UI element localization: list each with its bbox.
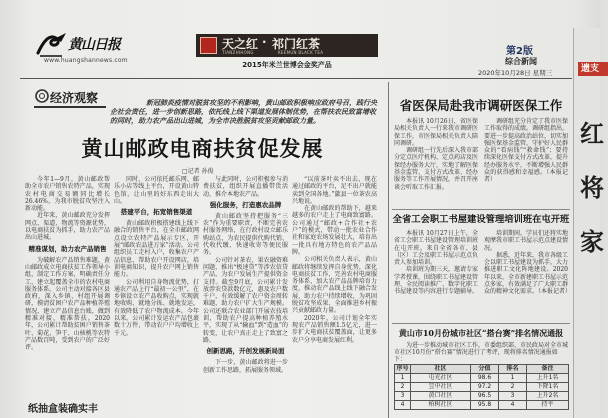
adjacent-page-headline-char: 家 bbox=[580, 227, 604, 256]
article-column bbox=[292, 176, 377, 406]
article-paragraph: 今年1—9月，黄山邮政帮助全市农户销售农特产品，实现农村电商交易额同比增长26.46%，为我市脱贫攻坚注入新动能。 bbox=[25, 176, 110, 213]
table-cell: 3 bbox=[499, 392, 527, 401]
brief-paragraph: 本报讯 10月26日，省医保局相关负责人一行来我市调研医保工作，市医保局相关负责人陪同调研。 bbox=[394, 118, 479, 147]
page-number: 第2版 bbox=[506, 46, 533, 57]
table-row bbox=[395, 383, 569, 392]
table-cell: 持平 bbox=[527, 401, 569, 410]
table-cell: 柏树社区 bbox=[411, 401, 471, 410]
article-paragraph: 下一步，黄山邮政将进一步创新工作思路，拓展服务领域。 bbox=[203, 359, 288, 374]
ring-icon bbox=[34, 88, 50, 104]
ad-separator: · bbox=[262, 35, 267, 49]
table-cell: 98.6 bbox=[471, 374, 499, 383]
article-paragraph: 为破解农产品销售难题，黄山邮政成立电商扶贫工作领导小组，制定工作方案，明确责任分工，建立起覆盖全市的农村电商服务体系。公司主动对接各区县政府，深入乡镇、村组开展调研，摸清贫困户农产品种植养殖情况，建立产品信息台账，做到精准对接、精准帮扶。2020年，公司累计帮助贫困户销售茶叶、菊花、笋干、山核桃等农特产品数百吨，受到农户的广泛好评。 bbox=[25, 256, 110, 352]
brief-column bbox=[394, 230, 478, 320]
article-paragraph: 近年来，黄山邮政充分发挥网点、渠道、物流等资源优势，以电商扶贫为抓手，助力农产品出山进城。 bbox=[25, 212, 110, 242]
ad-english-product: KEEMUN BLACK TEA bbox=[278, 50, 324, 55]
table-row bbox=[395, 401, 569, 410]
adjacent-page-badge: 遗支 bbox=[578, 62, 608, 76]
article-paragraph: 同时，公司依托邮乐网、邮乐小店等线上平台，开设黄山特色馆，让山里的好东西走出大山。 bbox=[114, 176, 199, 205]
table-row bbox=[395, 374, 569, 383]
table-header-row bbox=[395, 365, 569, 374]
brief-column bbox=[484, 230, 572, 320]
masthead bbox=[0, 0, 572, 80]
ranking-headline bbox=[392, 328, 570, 339]
table-cell: 昱中社区 bbox=[411, 383, 471, 392]
brief-body bbox=[394, 230, 572, 320]
brief-divider bbox=[392, 209, 570, 210]
table-cell: 95.8 bbox=[471, 401, 499, 410]
ranking-table bbox=[394, 364, 569, 410]
column-divider bbox=[388, 82, 389, 418]
table-cell: 上升1名 bbox=[527, 374, 569, 383]
table-cell: 屯光社区 bbox=[411, 374, 471, 383]
article-body bbox=[25, 176, 381, 406]
article-paragraph: 黄山邮政坚持把服务“三农”作为重要职责，不断完善农村服务网络，在行政村设立邮乐购站点，为农民提供代购代销、代收代缴、快递收寄等便民服务。 bbox=[203, 212, 288, 257]
adjacent-page-headline-char: 红 bbox=[580, 119, 604, 148]
adjacent-page-edge bbox=[573, 28, 604, 418]
brief-column bbox=[394, 118, 478, 206]
tea-advertisement bbox=[196, 34, 378, 72]
table-cell: 1 bbox=[499, 374, 527, 383]
ad-english-brand: TIANZHIHONG bbox=[222, 50, 254, 55]
table-cell: 96.5 bbox=[471, 392, 499, 401]
brief-column bbox=[484, 118, 568, 206]
article-headline: 黄山邮政电商扶贫促发展 bbox=[81, 136, 324, 161]
brief-paragraph: 培训期间，学员们还将实地观摩我市职工书屋示范点建设情况。 bbox=[484, 230, 569, 252]
bottom-article-headline: 纸抽盒装确实丰 bbox=[28, 404, 98, 415]
article-paragraph: 公司利用自身物流优势，打通农产品上行“最初一公里”，在乡镇设立农产品收购点，实现就地收购、就地分拣、就地发运，有效降低了农户物流成本。今年以来，公司累计发运农产品包裹数十万件，带动农户户均增收上千元。 bbox=[114, 278, 199, 337]
brief-paragraph: 据悉，近年来，我市各级工会以职工书屋建设为抓手，大力推进职工文化阵地建设。2020年以来，全市新建职工书屋示范点多家，有效满足了广大职工群众的精神文化需求。（本报记者） bbox=[484, 251, 572, 296]
brief-paragraph: 本报讯 10月27日上午，全省工会职工书屋建设管理培训班在屯开班。来自全省各市、县（区）工会及职工书屋示范点负责人参加培训。 bbox=[394, 230, 479, 267]
table-cell: 3 bbox=[395, 392, 411, 401]
table-cell: 97.2 bbox=[471, 383, 499, 392]
table-header-cell: 排名 bbox=[499, 365, 527, 374]
ranking-headline-post: 排名情况通报 bbox=[515, 328, 564, 338]
table-cell: 2 bbox=[499, 383, 527, 392]
article-paragraph: 2020年，公司计划全年实现农产品销售额1.5亿元，进一步扩大电商扶贫覆盖面，让更多农户分享电商发展红利。 bbox=[292, 314, 377, 344]
article-column bbox=[114, 176, 199, 406]
issue-date: 2020年10月28日 星期三 bbox=[478, 69, 553, 77]
section-name: 综合新闻 bbox=[505, 57, 537, 66]
article-intro: 新冠肺炎疫情对脱贫攻坚的不利影响，黄山邮政积极响应政府号召，践行央企社会责任，进一步创新思路，依托线上线下渠道发展体制优势，在帮扶农民致富增收的同时，助力农产品出山进城，为全市决胜脱贫攻坚贡献邮政力量。 bbox=[110, 98, 377, 125]
table-cell: 下降1名 bbox=[527, 383, 569, 392]
column-tag-underline bbox=[34, 106, 106, 108]
table-cell: 4 bbox=[499, 401, 527, 410]
brief-paragraph: 调研组充分肯定了我市医保工作取得的成绩。调研组指出，要进一步提高政治站位，切实加强医保基金监管，守护好人民群众的“看病钱”“救命钱”；要持续深化医保支付方式改革，提升经办服务水平，不断增强人民群众的获得感和幸福感。（本报记者） bbox=[484, 118, 569, 184]
table-cell: 4 bbox=[395, 401, 411, 410]
article-paragraph: 公司针对茶农、果农融资难问题，推出“极速贷”等涉农信贷产品，为农户发展生产提供资金支持。截至9月底，公司累计发放涉农贷款数亿元，惠及农户数千户，有效缓解了农户资金周转难题，助力农户扩大生产规模。公司还联合农业部门开展农技培训，帮助农户提高种植养殖水平，实现了从“输血”到“造血”的转变，让农户真正走上了致富之路。 bbox=[203, 256, 288, 344]
adjacent-page-headline-char: 将 bbox=[580, 173, 604, 202]
brief-paragraph: 调研组一行先后深入我市部分定点医疗机构、定点药店及医保经办服务大厅，实地了解医保基金监管、支付方式改革、经办服务等工作开展情况，并召开座谈会听取工作汇报。 bbox=[394, 147, 479, 191]
logo-emblem-icon bbox=[36, 30, 68, 58]
ad-tagline: 2015年米兰世博会金奖产品 bbox=[242, 61, 332, 69]
brief-divider bbox=[392, 323, 570, 324]
website-url: www.huangshannews.com bbox=[44, 57, 128, 64]
table-cell: 黄口社区 bbox=[411, 392, 471, 401]
table-header-cell: 分值 bbox=[471, 365, 499, 374]
ranking-headline-pre: 黄山市10月份城市社区 bbox=[398, 328, 482, 338]
article-column bbox=[25, 176, 110, 406]
article-subhead: 搭建平台，拓宽销售渠道 bbox=[120, 208, 193, 217]
ranking-intro: 为进一步推动城市社区工作，市委组织部、市民政局对全市城市社区10月份“搭台赛”情况进行了考评，现将排名情况通报如下： bbox=[394, 342, 569, 363]
table-header-cell: 社区 bbox=[411, 365, 471, 374]
seal-icon bbox=[200, 37, 217, 54]
brief-body bbox=[394, 118, 568, 206]
article-subhead: 创新思路，开创发展新局面 bbox=[206, 347, 285, 356]
ranking-headline-emphasis: “搭台赛” bbox=[481, 328, 516, 338]
table-header-cell: 序号 bbox=[396, 365, 409, 372]
article-byline: □记者 孙俊 bbox=[182, 168, 214, 175]
table-cell: 上升2名 bbox=[527, 392, 569, 401]
column-tag: 经济观察 bbox=[50, 91, 99, 105]
article-paragraph: 公司相关负责人表示，黄山邮政将继续发挥自身优势，深化电商扶贫工作，完善农村电商服务体系，加大农产品品牌培育力度，推动农产品线上线下融合发展，助力农户持续增收，为巩固脱贫攻坚成果、全面推进乡村振兴贡献邮政力量。 bbox=[292, 256, 377, 315]
table-cell: 2 bbox=[395, 383, 411, 392]
brief-paragraph: 培训班为期三天，邀请专家学者授课，围绕职工书屋建设管理、全民阅读推广、数字化职工书屋建设等内容进行专题辅导。 bbox=[394, 266, 479, 296]
table-header-cell: 备注 bbox=[527, 365, 569, 374]
newspaper-logo: 黄山日报 bbox=[68, 37, 120, 53]
article-column bbox=[203, 176, 288, 406]
brief-headline: 省医保局赴我市调研医保工作 bbox=[399, 98, 563, 113]
article-subhead: 强化服务，打造惠农品牌 bbox=[209, 200, 282, 209]
ad-banner bbox=[196, 34, 378, 57]
article-paragraph: 在黄山邮政的帮助下，越来越多的农户走上了电商致富路。公司通过“邮政+合作社+农户”的模式，带动一批农业合作社和家庭农场发展壮大，培育出一批具有地方特色的农产品品牌。 bbox=[292, 205, 377, 256]
table-cell: 1 bbox=[395, 374, 411, 383]
article-paragraph: “以前茶叶卖不出去，现在通过邮政的平台，足不出户就能卖到全国各地。”歙县一位茶农高兴地说。 bbox=[292, 176, 377, 205]
table-body bbox=[395, 374, 569, 410]
ad-brand: 天之红 bbox=[222, 37, 259, 51]
brief-headline: 全省工会职工书屋建设管理培训班在屯开班 bbox=[392, 214, 570, 225]
article-paragraph: 黄山邮政积极搭建线上线下融合的销售平台，在全市邮政网点设立农特产品展示专区，开展“邮政农品进万家”活动。公司组织员工走村入户，收集农户产品信息，帮助农户开设网店，培训电商知识，提升农户网上销售能力。 bbox=[114, 220, 199, 279]
ad-product: 祁门红茶 bbox=[272, 37, 321, 51]
table-row bbox=[395, 392, 569, 401]
article-subhead: 精准谋划，助力农产品销售 bbox=[28, 244, 107, 253]
masthead-rule bbox=[20, 78, 572, 79]
article-paragraph: 与此同时，公司积极参与消费扶贫，组织开展直播带货活动，推介本地农产品。 bbox=[203, 176, 288, 198]
